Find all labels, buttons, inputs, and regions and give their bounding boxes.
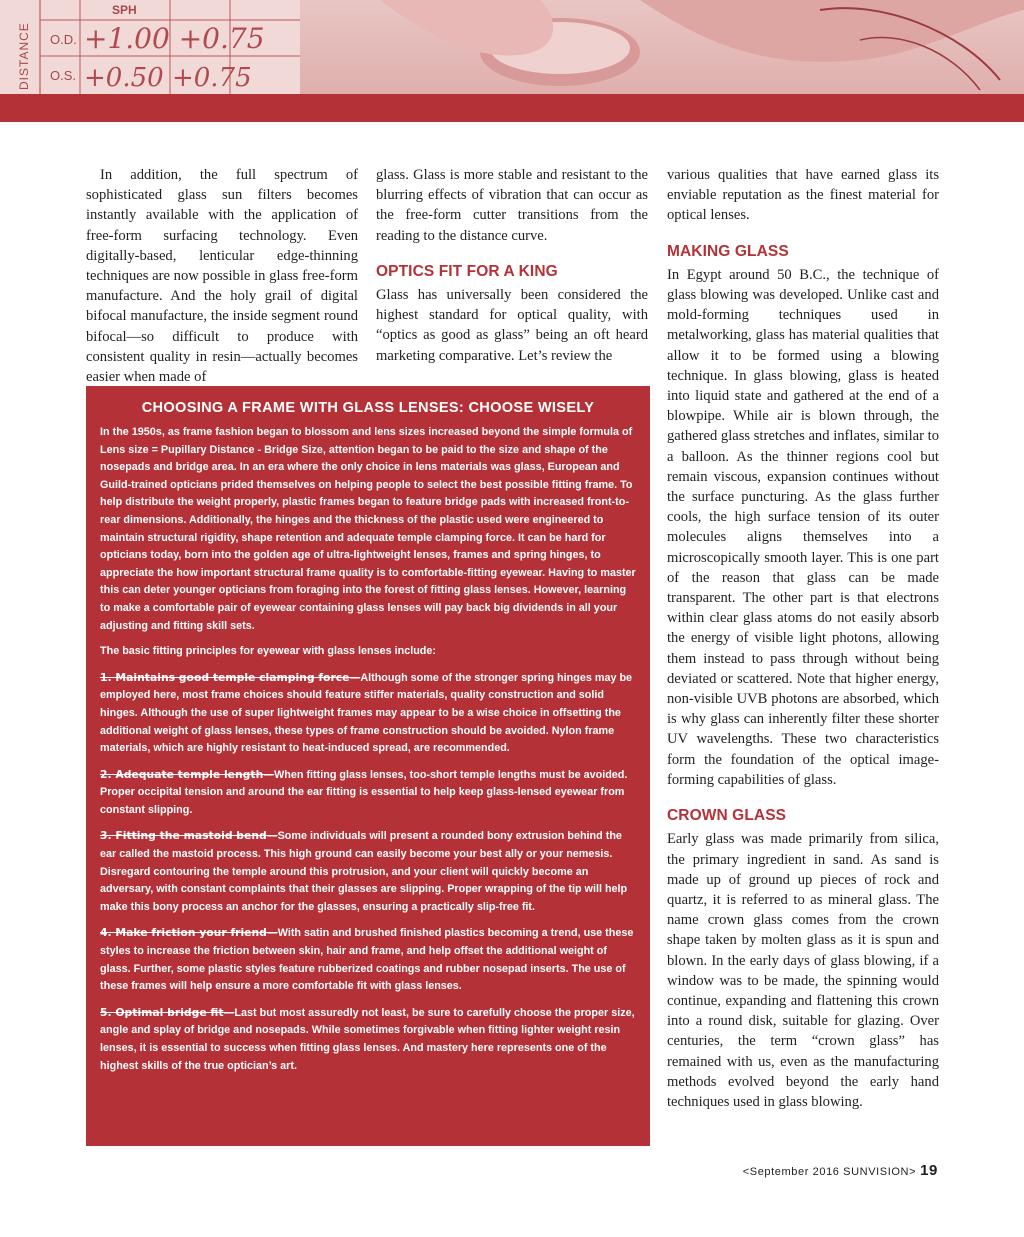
sidebar-intro: In the 1950s, as frame fashion began to blossom and lens sizes increased beyond the simple formula of Lens size = Pupillary Distance - Bridge Size, attention began to be paid to the size and shape of the nosepads and bridge area. In an era where the only choice in lens materials was glass, European and Guild-trained opticians prided themselves on helping people to select the best possible fitting frame. To help distribute the weight properly, plastic frames began to feature bridge pads with increased front-to-rear dimensions. Additionally, the hinges and the thickness of the plastic used were engineered to maintain structural rigidity, shape retention and adequate temple clamping force. It can be hard for opticians today, born into the golden age of ultra-lightweight lenses, frames and spring hinges, to appreciate the how important structural frame quality is to comfortable-fitting eyewear. Having to master this can deter younger opticians from foraging into the forest of fitting glass lenses. However, learning to make a comfortable pair of eyewear containing glass lenses will pay back big dividends in all your adjusting and fitting skill sets. bbox=[100, 426, 636, 632]
sidebar-item-text: Although some of the stronger spring hinges may be employed here, most frame choices should feature stiffer materials, quality construction and solid hinges. Although the use of super lightweight frames may appear to be a wise choice in offsetting the additional weight of glass lenses, these types of frame construction should be avoided. Nylon frame materials, which are highly resistant to heat-induced spread, are recommended. bbox=[100, 671, 633, 755]
sidebar-item bbox=[100, 827, 636, 916]
rx-od-label: O.D. bbox=[50, 32, 77, 47]
sidebar-item-text: Some individuals will present a rounded bony extrusion behind the ear called the mastoid process. This high ground can easily become your best ally or your nemesis. Disregard contouring the temple around this protrusion, and your client will quickly become an adversary, with constant complaints that their glasses are slipping. Proper wrapping of the tip will help make this bony process an anchor for the glasses, ensuring a practically slip-free fit. bbox=[100, 830, 628, 913]
article-column-3 bbox=[667, 165, 939, 1112]
heading-optics-fit-for-a-king: OPTICS FIT FOR A KING bbox=[376, 262, 558, 280]
sidebar-item-text: When fitting glass lenses, too-short temple lengths must be avoided. Proper occipital tension and around the ear fitting is essential to help keep glass-lensed eyewear from constant slipping. bbox=[100, 768, 628, 816]
col2-paragraph-1: glass. Glass is more stable and resistant to the blurring effects of vibration that can occur as the free-form cutter transitions from the reading to the distance curve. bbox=[376, 167, 648, 244]
article-column-1 bbox=[86, 165, 358, 387]
sidebar-item bbox=[100, 766, 636, 820]
col1-paragraph: In addition, the full spectrum of sophisticated glass sun filters becomes instantly available with the application of free-form surfacing technology. Even digitally-based, lenticular edge-thinning techniques are now possible in glass free-form manufacture. And the holy grail of digital bifocal manufacture, the inside segment round bifocal—so difficult to produce with consistent quality in resin—actually becomes easier when made of bbox=[86, 167, 358, 386]
heading-crown-glass: CROWN GLASS bbox=[667, 807, 787, 825]
col2-paragraph-2: Glass has universally been considered the highest standard for optical quality, with “optics as good as glass” being an oft heard marketing comparative. Let’s review the bbox=[376, 287, 648, 364]
sidebar-item-text: Last but most assuredly not least, be sure to carefully choose the proper size, angle and splay of bridge and nosepads. While sometimes forgivable when fitting lighter weight resin lenses, it is essential to success when fitting glass lenses. And mastery here represents one of the highest skills of the true optician’s art. bbox=[100, 1006, 635, 1072]
page-footer bbox=[743, 1162, 938, 1179]
sidebar-item-lead: 4. Make friction your friend— bbox=[100, 926, 278, 940]
prescription-photo bbox=[0, 0, 1024, 122]
col3-paragraph-1: various qualities that have earned glass its enviable reputation as the finest material for optical lenses. bbox=[667, 167, 939, 224]
sidebar-item bbox=[100, 669, 636, 758]
sidebar-item-lead: 5. Optimal bridge fit— bbox=[100, 1005, 235, 1019]
header-band bbox=[0, 94, 1024, 122]
header-image bbox=[0, 0, 1024, 122]
hand-shape bbox=[380, 0, 553, 56]
col3-paragraph-2: In Egypt around 50 B.C., the technique of glass blowing was developed. Unlike cast and mold-forming techniques used in metalworking, glass has material qualities that allow it to be formed using a blowing technique. In glass blowing, glass is heated into liquid state and gathered at the end of a blowpipe. While air is blown through, the gathered glass stretches and inflates, similar to a balloon. As the thinner regions cool but remain viscous, expansion continues without the surface puncturing. As the glass further cools, the high surface tension of its outer molecules aligns themselves into a microscopically smooth layer. This is one part of the reason that glass can be made transparent. The other part is that electrons within clear glass atoms do not easily absorb the energy of visible light photons, allowing them instead to pass through without being deviated or scattered. Note that higher energy, non-visible UVB photons are absorbed, which is why glass can inherently filter these shorter UV wavelengths. These two characteristics form the foundation of the optical image-forming capabilities of glass. bbox=[667, 266, 939, 788]
sidebar-title: CHOOSING A FRAME WITH GLASS LENSES: CHOOSE WISELY bbox=[141, 400, 595, 416]
sidebar-item bbox=[100, 924, 636, 995]
rx-os-values: +0.50 +0.75 bbox=[84, 63, 252, 93]
page-number: 19 bbox=[920, 1162, 938, 1179]
rx-os-label: O.S. bbox=[50, 68, 77, 83]
sidebar-item-text: With satin and brushed finished plastics becoming a trend, use these styles to increase the friction between skin, hair and frame, and help offset the additional weight of glass. Further, some plastic styles feature rubberized coatings and rubber nosepad inserts. The use of these frames will help ensure a more comfortable fit with glass lenses. bbox=[100, 927, 634, 993]
sidebar-item-lead: 2. Adequate temple length— bbox=[100, 767, 275, 781]
sidebar-item bbox=[100, 1004, 636, 1075]
rx-sph-label: SPH bbox=[112, 3, 137, 17]
sidebar-box bbox=[86, 386, 650, 1146]
sidebar-item-lead: 1. Maintains good temple clamping force— bbox=[100, 670, 361, 684]
rx-od-values: +1.00 +0.75 bbox=[84, 22, 265, 55]
footer-issue: <September 2016 SUNVISION> bbox=[742, 1166, 917, 1178]
rx-side-label: DISTANCE bbox=[17, 22, 31, 90]
sidebar-principles-intro: The basic fitting principles for eyewear with glass lenses include: bbox=[100, 645, 436, 658]
sidebar-item-lead: 3. Fitting the mastoid bend— bbox=[100, 829, 278, 843]
heading-making-glass: MAKING GLASS bbox=[667, 242, 789, 260]
col3-paragraph-3: Early glass was made primarily from silica, the primary ingredient in sand. As sand is made up of ground up pieces of rock and quartz, it is referred to as mineral glass. The name crown glass comes from the crown shape taken by molten glass as it is spun and blown. In the early days of glass blowing, if a window was to be made, the spinning would continue, expanding and flattening this crown into a round disk, suitable for glazing. Over centuries, the term “crown glass” has remained with us, even as the manufacturing methods evolved beyond the early hand techniques used in glass blowing. bbox=[667, 831, 939, 1110]
article-column-2 bbox=[376, 165, 648, 366]
